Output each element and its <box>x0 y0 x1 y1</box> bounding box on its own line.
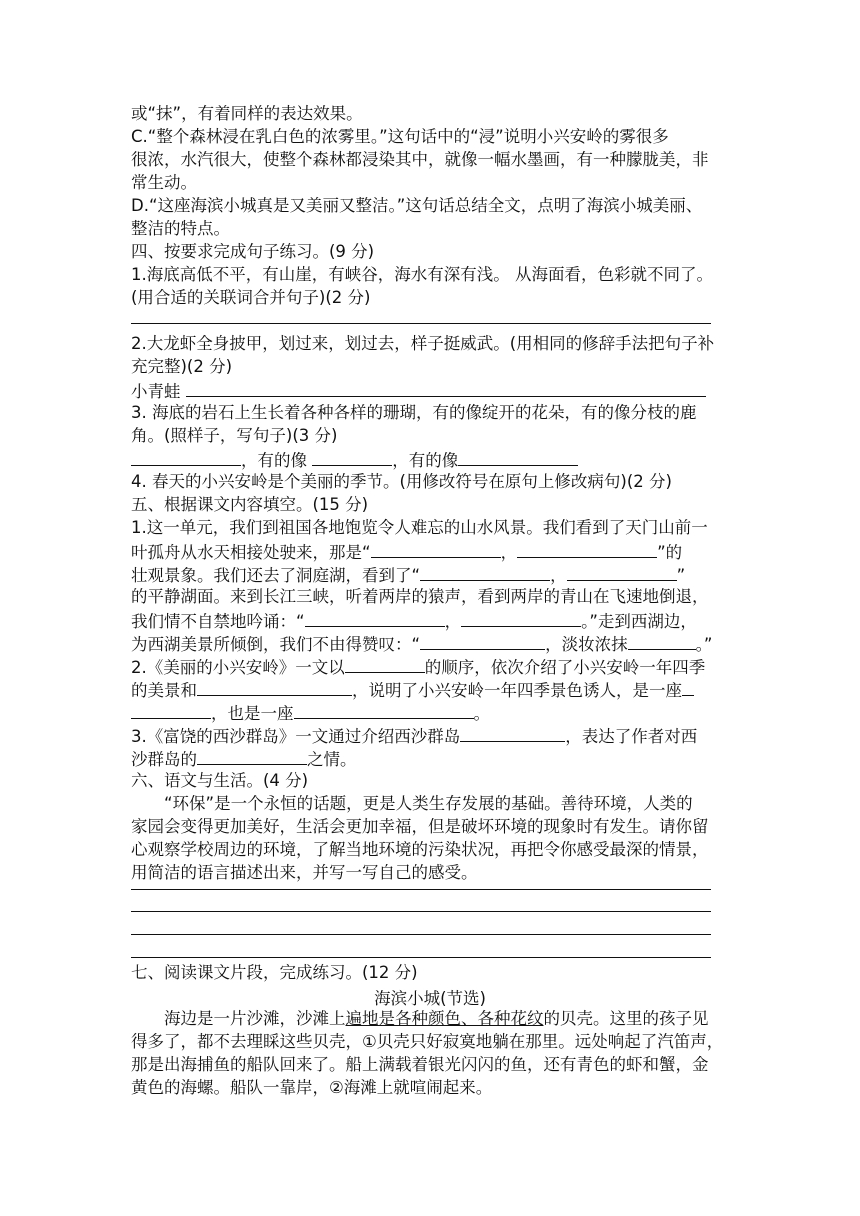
answer-line[interactable] <box>131 323 711 324</box>
fill-text: ，有的像 <box>392 451 459 470</box>
passage-title: 海滨小城(节选) <box>374 989 486 1008</box>
text-line: 的平静湖面。来到长江三峡，听着两岸的猿声，看到两岸的青山在飞速地倒退， <box>131 587 709 606</box>
fill-text: 之情。 <box>307 750 357 769</box>
section-heading: 六、语文与生活。(4 分) <box>131 771 309 790</box>
fill-text: ，也是一座 <box>211 704 294 723</box>
fill-row <box>131 632 731 656</box>
answer-blank[interactable] <box>345 655 425 673</box>
fill-text: 。 <box>473 704 490 723</box>
fill-text: 的顺序，依次介绍了小兴安岭一年四季 <box>424 658 706 677</box>
section-heading: 四、按要求完成句子练习。(9 分) <box>131 242 375 261</box>
fill-text: ， <box>444 612 462 631</box>
fill-text: ” <box>676 566 686 585</box>
answer-row <box>131 448 731 472</box>
answer-blank[interactable] <box>682 678 694 696</box>
answer-blank[interactable] <box>131 701 211 719</box>
question-instruction: 角。(照样子，写句子)(3 分) <box>131 426 338 445</box>
passage-line <box>131 1008 731 1030</box>
answer-blank[interactable] <box>186 379 706 397</box>
text-line: 用简洁的语言描述出来，并写一写自己的感受。 <box>131 863 478 882</box>
answer-blank[interactable] <box>461 609 581 627</box>
answer-blank[interactable] <box>460 724 565 742</box>
answer-line[interactable] <box>131 911 711 912</box>
answer-row <box>131 379 731 403</box>
answer-blank[interactable] <box>197 747 307 765</box>
fill-text: ，有的像 <box>241 451 307 470</box>
answer-line[interactable] <box>131 934 711 935</box>
section-heading: 七、阅读课文片段，完成练习。(12 分) <box>131 963 418 982</box>
fill-text: 的美景和 <box>131 681 197 700</box>
fill-row <box>131 655 731 679</box>
fill-text: 沙群岛的 <box>131 750 197 769</box>
fill-text: 3.《富饶的西沙群岛》一文通过介绍西沙群岛 <box>131 727 461 746</box>
fill-text: 2.《美丽的小兴安岭》一文以 <box>131 658 345 677</box>
question-instruction: (用合适的关联词合并句子)(2 分) <box>131 288 371 307</box>
passage-text: 的贝壳。这里的孩子见 <box>543 1009 709 1028</box>
fill-text: 我们情不自禁地吟诵：“ <box>131 612 305 631</box>
passage-line: 那是出海捕鱼的船队回来了。船上满载着银光闪闪的鱼，还有青色的虾和蟹，金 <box>131 1055 709 1074</box>
question-text: 3. 海底的岩石上生长着各种各样的珊瑚，有的像绽开的花朵，有的像分枝的鹿 <box>131 403 697 422</box>
fill-text: ， <box>500 543 518 562</box>
question-text: 1.海底高低不平，有山崖，有峡谷，海水有深有浅。 从海面看，色彩就不同了。 <box>131 265 713 284</box>
fill-row <box>131 747 731 771</box>
question-instruction: 充完整)(2 分) <box>131 357 233 376</box>
text-line: 常生动。 <box>131 173 197 192</box>
answer-prefix: 小青蛙 <box>131 382 181 401</box>
fill-text: 壮观景象。我们还去了洞庭湖，看到了“ <box>131 566 421 585</box>
answer-line[interactable] <box>131 889 711 890</box>
text-line: 整洁的特点。 <box>131 219 230 238</box>
passage-text: 海边是一片沙滩，沙滩上 <box>164 1009 346 1028</box>
fill-row <box>131 540 731 564</box>
answer-blank[interactable] <box>458 448 578 466</box>
fill-text: ，表达了作者对西 <box>565 727 698 746</box>
fill-text: 。” <box>695 635 713 654</box>
question-text: 2.大龙虾全身披甲，划过来，划过去，样子挺威武。(用相同的修辞手法把句子补 <box>131 334 715 353</box>
fill-row <box>131 724 731 748</box>
text-line: 或“抹”，有着同样的表达效果。 <box>131 104 363 123</box>
answer-blank[interactable] <box>628 632 696 650</box>
answer-line[interactable] <box>131 957 711 958</box>
answer-blank[interactable] <box>420 632 545 650</box>
fill-text: ，淡妆浓抹 <box>545 635 628 654</box>
text-line: 心观察学校周边的环境，了解当地环境的污染状况，再把令你感受最深的情景， <box>131 840 709 859</box>
fill-text: 为西湖美景所倾倒，我们不由得赞叹：“ <box>131 635 421 654</box>
fill-text: 。”走到西湖边， <box>581 612 697 631</box>
fill-row <box>131 563 731 587</box>
answer-blank[interactable] <box>131 448 241 466</box>
passage-line: 黄色的海螺。船队一靠岸，②海滩上就喧闹起来。 <box>131 1078 493 1097</box>
answer-blank[interactable] <box>420 563 550 581</box>
text-line: D.“这座海滨小城真是又美丽又整洁。”这句话总结全文，点明了海滨小城美丽、 <box>131 196 703 215</box>
text-line: 家园会变得更加美好，生活会更加幸福，但是破坏环境的现象时有发生。请你留 <box>131 817 709 836</box>
fill-row <box>131 678 731 702</box>
section-heading: 五、根据课文内容填空。(15 分) <box>131 495 369 514</box>
answer-blank[interactable] <box>517 540 657 558</box>
text-line: 很浓，水汽很大，使整个森林都浸染其中，就像一幅水墨画，有一种朦胧美，非 <box>131 150 709 169</box>
answer-blank[interactable] <box>197 678 352 696</box>
text-line: C.“整个森林浸在乳白色的浓雾里。”这句话中的“浸”说明小兴安岭的雾很多 <box>131 127 669 146</box>
question-text: 1.这一单元，我们到祖国各地饱览令人难忘的山水风景。我们看到了天门山前一 <box>131 518 708 537</box>
answer-blank[interactable] <box>567 563 677 581</box>
answer-blank[interactable] <box>305 609 445 627</box>
question-text: 4. 春天的小兴安岭是个美丽的季节。(用修改符号在原句上修改病句)(2 分) <box>131 472 672 491</box>
fill-text: ，说明了小兴安岭一年四季景色诱人，是一座 <box>352 681 682 700</box>
underlined-phrase: 遍地是各种颜色、各种花纹 <box>345 1009 544 1028</box>
fill-text: ”的 <box>657 543 683 562</box>
fill-text: ， <box>550 566 567 585</box>
answer-blank[interactable] <box>294 701 474 719</box>
passage-line: 得多了，都不去理睬这些贝壳，①贝壳只好寂寞地躺在那里。远处响起了汽笛声， <box>131 1032 724 1051</box>
fill-row <box>131 701 731 725</box>
fill-row <box>131 609 731 633</box>
fill-text: 叶孤舟从水天相接处驶来，那是“ <box>131 543 371 562</box>
answer-blank[interactable] <box>371 540 501 558</box>
text-line: “环保”是一个永恒的话题，更是人类生存发展的基础。善待环境，人类的 <box>164 794 693 813</box>
answer-blank[interactable] <box>312 448 392 466</box>
